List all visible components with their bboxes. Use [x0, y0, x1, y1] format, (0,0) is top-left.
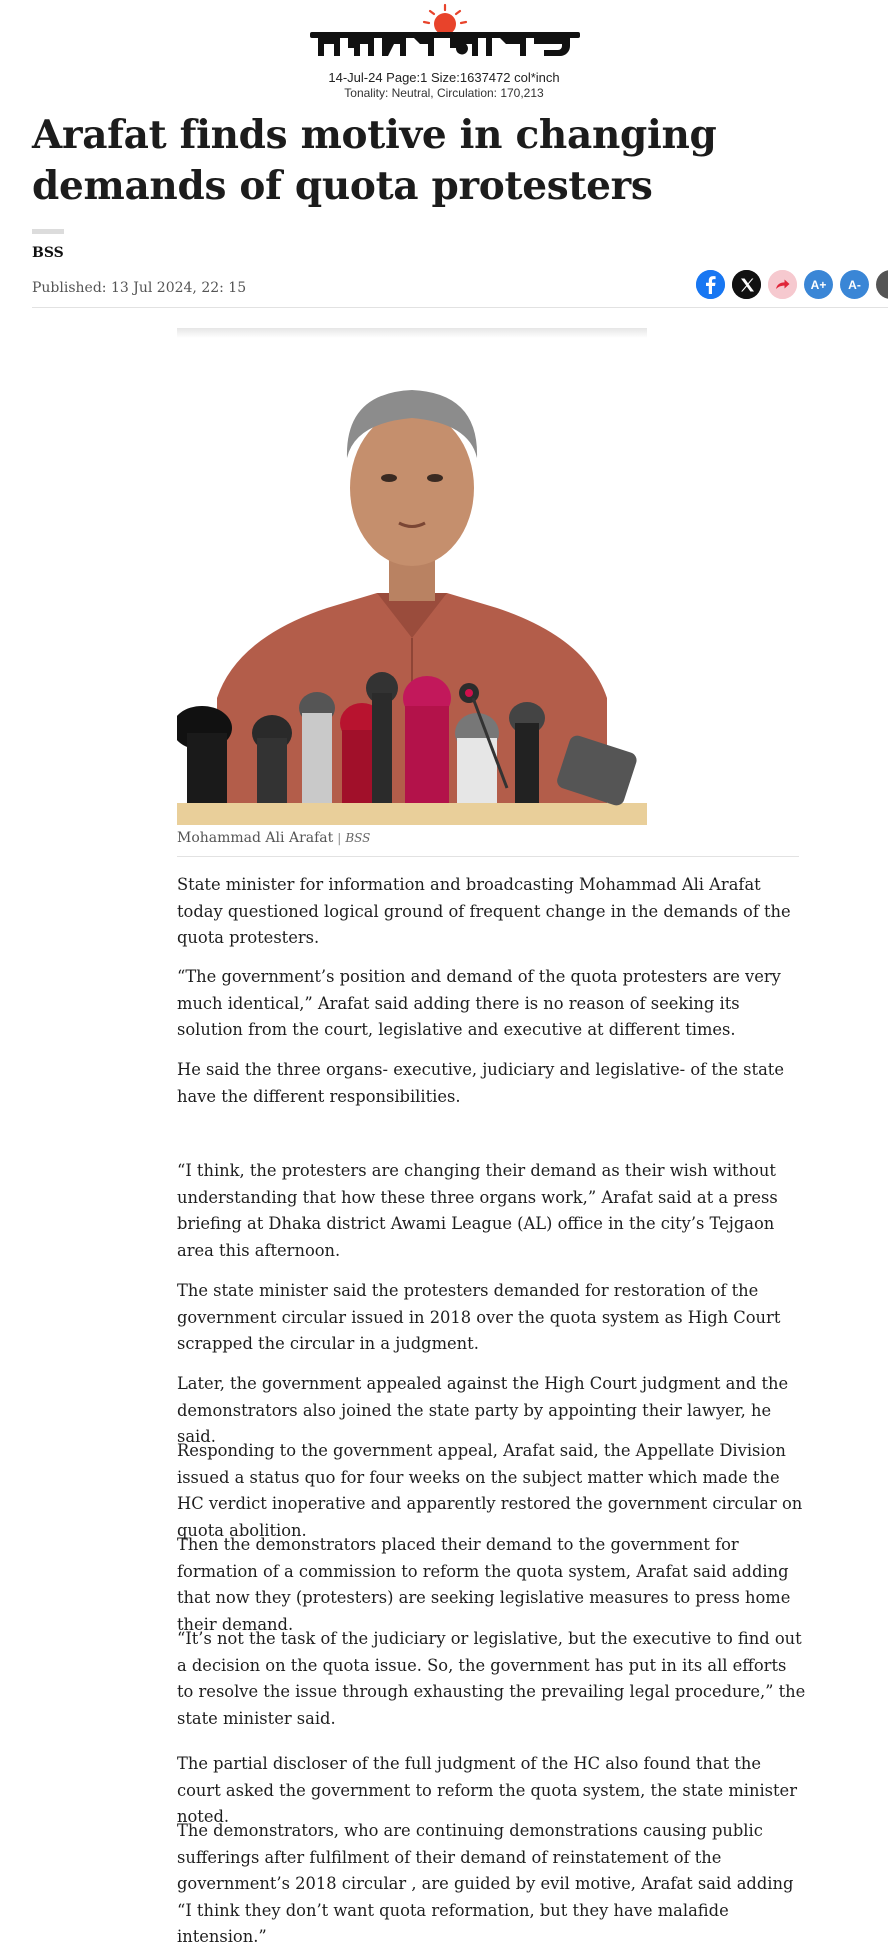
press-briefing-illustration	[177, 338, 647, 825]
headline-divider	[32, 229, 64, 234]
tonality-circulation: Tonality: Neutral, Circulation: 170,213	[344, 86, 544, 100]
font-decrease-icon[interactable]: A-	[840, 270, 869, 299]
caption-separator: |	[337, 831, 342, 845]
body-paragraph: “The government’s position and demand of the quota protesters are very much identical,” Arafat said adding there is no reason of seeking its solution from the court, legislative and executive at different times.	[177, 967, 781, 1039]
masthead	[0, 0, 888, 102]
clipping-meta: 14-Jul-24 Page:1 Size:1637472 col*inch	[328, 70, 560, 85]
prothom-alo-logo[interactable]	[300, 2, 590, 68]
photo-credit: BSS	[345, 831, 371, 845]
share-toolbar	[694, 270, 888, 304]
more-icon[interactable]	[876, 270, 888, 299]
body-paragraph: State minister for information and broadcasting Mohammad Ali Arafat today questioned logical ground of frequent change in the demands of the quota protesters.	[177, 875, 791, 947]
author-byline[interactable]: BSS	[32, 245, 64, 261]
body-paragraph: “I think, the protesters are changing their demand as their wish without understanding that how these three organs work,” Arafat said at a press briefing at Dhaka district Awami League (AL) office in the city’s Tejgaon area this afternoon.	[177, 1161, 778, 1260]
body-paragraph: He said the three organs- executive, judiciary and legislative- of the state have the different responsibilities.	[177, 1060, 784, 1106]
photo-caption	[177, 830, 370, 846]
published-date: Published: 13 Jul 2024, 22: 15	[32, 280, 247, 296]
body-paragraph: The demonstrators, who are continuing demonstrations causing public sufferings after fulfilment of their demand of reinstatement of the government’s 2018 circular , are guided by evil motive, Arafat said adding “I think they don’t want quota reformation, but they have malafide intension.”	[177, 1821, 794, 1946]
share-icon[interactable]	[768, 270, 797, 299]
photo-top-shadow	[177, 328, 647, 338]
article-photo[interactable]	[177, 338, 647, 825]
caption-text: Mohammad Ali Arafat	[177, 830, 334, 846]
body-paragraph: Responding to the government appeal, Arafat said, the Appellate Division issued a status quo for four weeks on the subject matter which made the HC verdict inoperative and apparently restored the government circular on quota abolition.	[177, 1441, 803, 1540]
facebook-share-icon[interactable]	[696, 270, 725, 299]
body-paragraph: Later, the government appealed against the High Court judgment and the demonstrators also joined the state party by appointing their lawyer, he said.	[177, 1374, 789, 1446]
x-share-icon[interactable]	[732, 270, 761, 299]
caption-divider	[177, 856, 799, 857]
article-headline: Arafat finds motive in changing demands of quota protesters	[32, 112, 717, 209]
body-paragraph: Then the demonstrators placed their demand to the government for formation of a commission to reform the quota system, Arafat said adding that now they (protesters) are seeking legislative measures to press home their demand.	[177, 1535, 791, 1634]
logo-wordmark	[310, 32, 580, 56]
sun-icon	[424, 5, 466, 35]
body-paragraph: The partial discloser of the full judgment of the HC also found that the court asked the government to reform the quota system, the state minister noted.	[177, 1754, 797, 1826]
body-paragraph: The state minister said the protesters demanded for restoration of the government circular issued in 2018 over the quota system as High Court scrapped the circular in a judgment.	[177, 1281, 781, 1353]
body-paragraph: “It’s not the task of the judiciary or legislative, but the executive to find out a decision on the quota issue. So, the government has put in its all efforts to resolve the issue through exhausting the prevailing legal procedure,” the state minister said.	[177, 1629, 806, 1728]
header-divider	[32, 307, 888, 308]
font-increase-icon[interactable]: A+	[804, 270, 833, 299]
